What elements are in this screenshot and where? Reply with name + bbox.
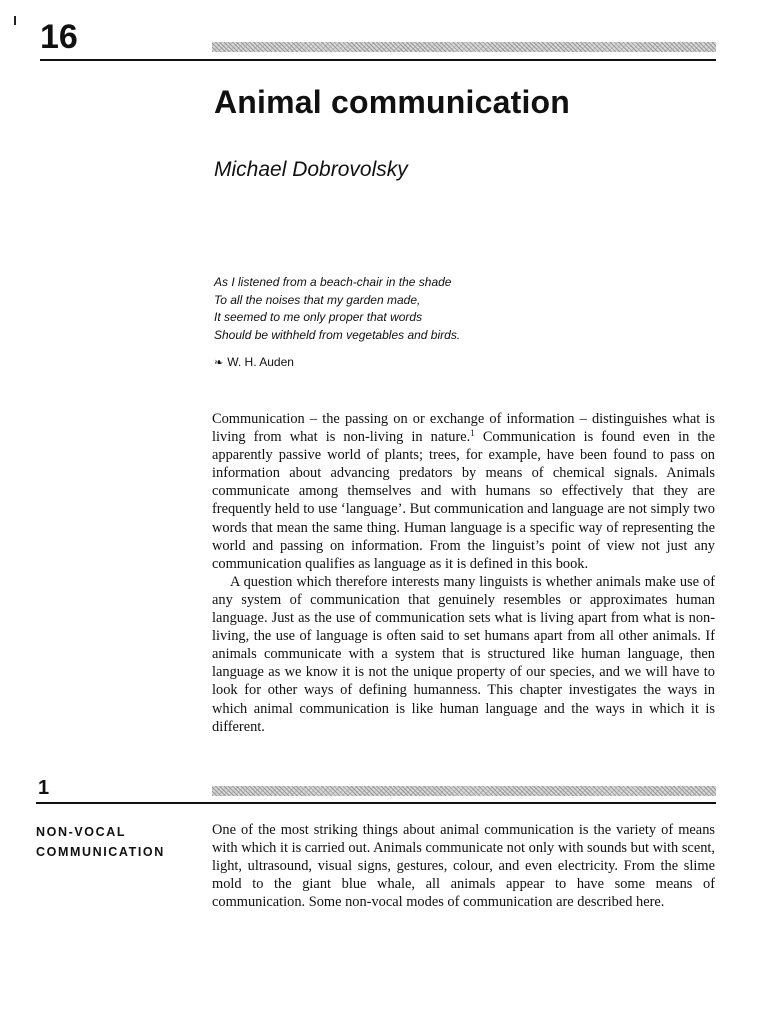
intro-paragraph-1: Communication – the passing on or exchange of information – distinguishes what is living from what is non-living in nature.$^1$ Communication is found even in the apparently passive world of plants; trees, for example, have been found to pass on information about advancing predators by means of chemical signals. Animals communicate among themselves and with humans so effectively that they are frequently held to use ‘language’. But communication and language are not simply two words that mean the same thing. Human language is a specific way of representing the world and passing on information. From the linguist’s point of view not just any communication qualifies as language as it is defined in this book. (212, 411, 715, 572)
epigraph-line: It seemed to me only proper that words (214, 310, 423, 324)
chapter-author: Michael Dobrovolsky (214, 158, 408, 181)
section-paragraph: One of the most striking things about animal communication is the variety of means with which it is carried out. Animals communicate not only with sounds but with scent, light, ultrasound, visual signs, gestures, colour, and even electricity. From the slime mold to the giant blue whale, all animals appear to have some means of communication. Some non-vocal modes of communication are described here. (212, 822, 715, 911)
margin-tick-mark (14, 16, 16, 25)
chapter-header-stipple-band (212, 42, 716, 52)
epigraph-line: Should be withheld from vegetables and birds. (214, 327, 461, 342)
side-heading-line: NON-VOCAL (36, 825, 127, 839)
side-heading-line: COMMUNICATION (36, 845, 165, 859)
epigraph-attribution (214, 355, 294, 369)
epigraph-line: As I listened from a beach-chair in the shade (214, 275, 452, 289)
footnote-marker[interactable]: 1 (470, 428, 475, 439)
section-body (212, 821, 715, 911)
section-rule (36, 802, 716, 804)
intro-body (212, 410, 715, 736)
section-number: 1 (38, 777, 50, 799)
chapter-title: Animal communication (214, 84, 571, 120)
attribution-text: W. H. Auden (227, 355, 294, 369)
section-stipple-band (212, 786, 716, 796)
chapter-header-rule (40, 59, 716, 61)
epigraph-line: To all the noises that my garden made, (214, 292, 421, 307)
chapter-number: 16 (40, 18, 78, 56)
intro-paragraph-2: A question which therefore interests many linguists is whether animals make use of any system of communication that genuinely resembles or approximates human language. Just as the use of communication sets what is living apart from what is non-living, the use of language is often said to set humans apart from all other animals. If animals communicate with a system that is structured like human language, then language as we know it is not the unique property of our species, and we will have to look for other ways of defining humanness. This chapter investigates the ways in which animal communication is like human language and the ways in which it is different. (212, 573, 715, 735)
section-side-heading (36, 822, 165, 862)
fleuron-icon: ❧ (214, 357, 224, 369)
epigraph (214, 274, 460, 344)
